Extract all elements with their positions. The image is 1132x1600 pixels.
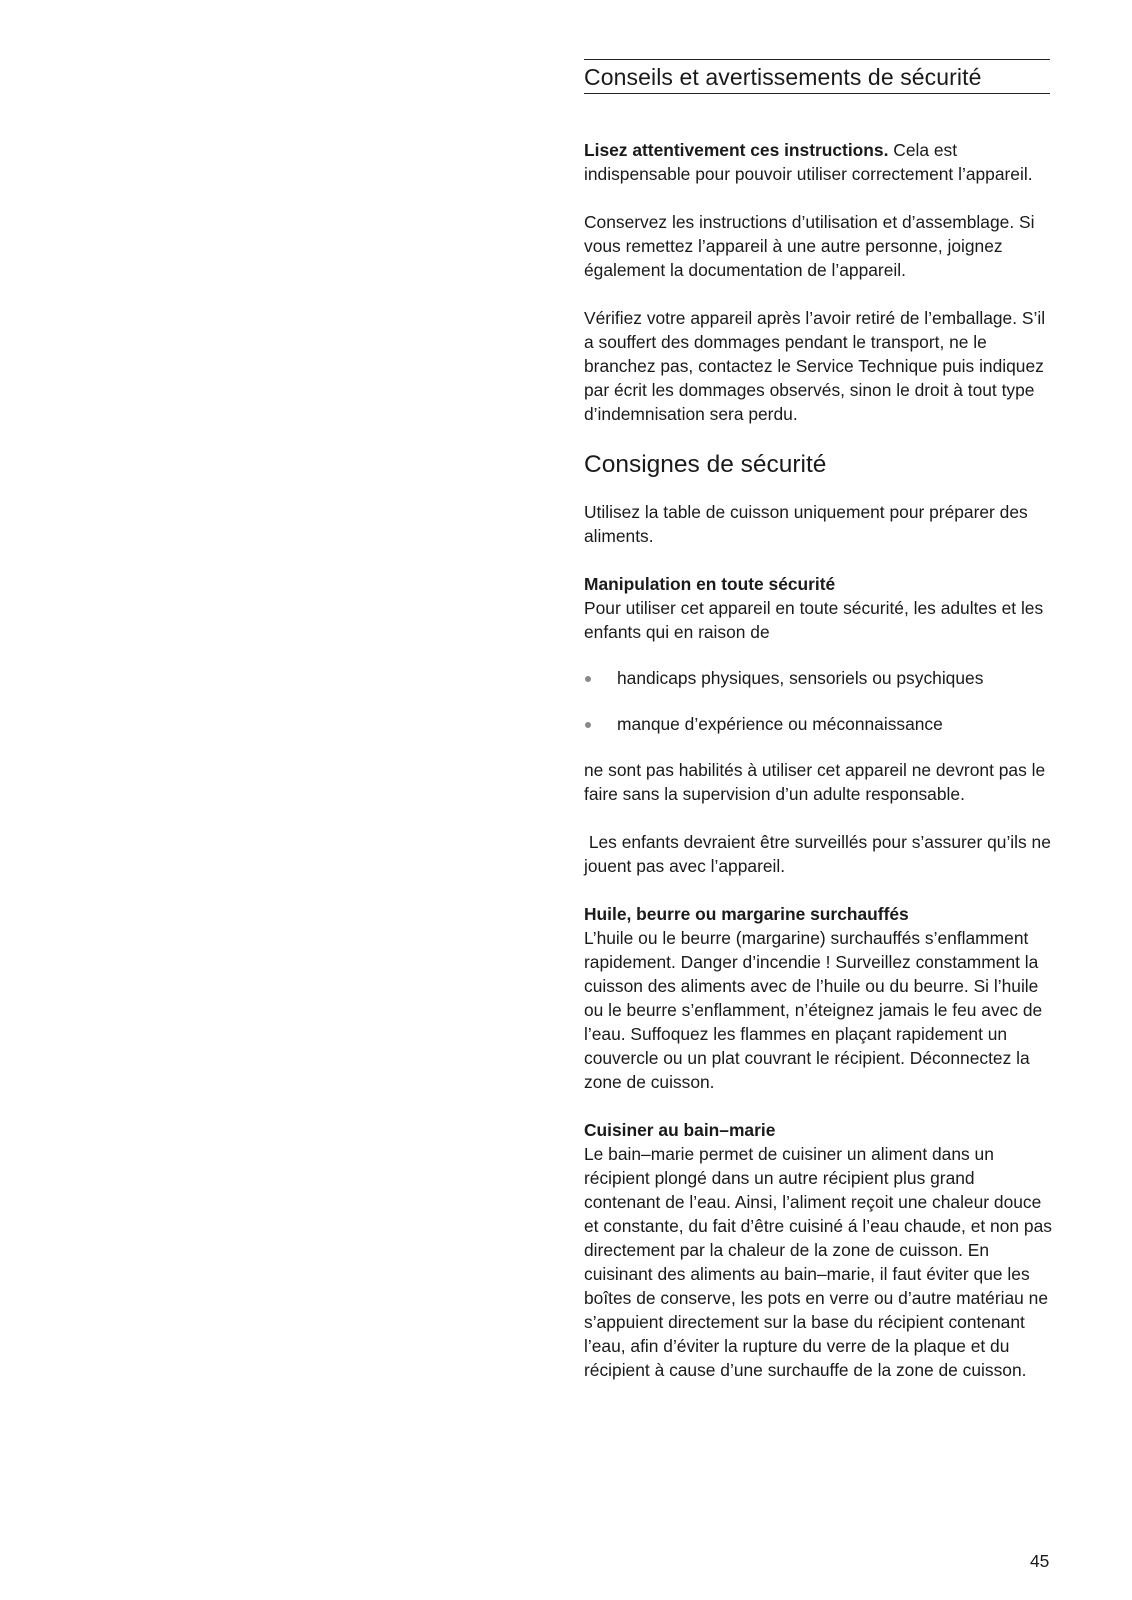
handling-heading: Manipulation en toute sécurité xyxy=(584,574,836,594)
intro-paragraph-check: Vérifiez votre appareil après l’avoir retiré de l’emballage. S’il a souffert des dommages pendant le transport, ne le branchez pas, contactez le Service Technique puis indiquez par écrit les dommages observés, sinon le droit à tout type d’indemnisation sera perdu. xyxy=(584,308,1046,424)
bainmarie-section xyxy=(584,1118,1054,1382)
text-column xyxy=(584,59,1054,1406)
list-item xyxy=(584,666,1054,690)
bullet-text: manque d’expérience ou méconnaissance xyxy=(617,714,943,734)
page-number: 45 xyxy=(1030,1551,1050,1571)
intro-paragraph-keep: Conservez les instructions d’utilisation et d’assemblage. Si vous remettez l’appareil à une autre personne, joignez également la documentation de l’appareil. xyxy=(584,212,1035,280)
oil-section xyxy=(584,902,1054,1094)
page-title: Conseils et avertissements de sécurité xyxy=(584,59,1050,94)
handling-after-text: ne sont pas habilités à utiliser cet appareil ne devront pas le faire sans la supervision d’un adulte responsable. xyxy=(584,760,1046,804)
usage-paragraph: Utilisez la table de cuisson uniquement pour préparer des aliments. xyxy=(584,502,1028,546)
handling-bullet-list xyxy=(584,666,1054,736)
children-paragraph: Les enfants devraient être surveillés pour s’assurer qu’ils ne jouent pas avec l’appareil. xyxy=(584,832,1056,876)
section-title-safety: Consignes de sécurité xyxy=(584,451,827,478)
handling-section xyxy=(584,572,1054,878)
bullet-text: handicaps physiques, sensoriels ou psychiques xyxy=(617,668,984,688)
intro-read-emphasis: Lisez attentivement ces instructions. xyxy=(584,140,889,160)
bainmarie-heading: Cuisiner au bain–marie xyxy=(584,1120,776,1140)
bullet-icon xyxy=(585,676,591,682)
bullet-icon xyxy=(585,722,591,728)
intro-paragraph-read xyxy=(584,138,1054,186)
list-item xyxy=(584,712,1054,736)
oil-text: L’huile ou le beurre (margarine) surchauffés s’enflamment rapidement. Danger d’incendie ! Surveillez constamment la cuisson des aliments avec de l’huile ou du beurre. Si l’huile ou le beurre s’enflamment, n’éteignez jamais le feu avec de l’eau. Suffoquez les flammes en plaçant rapidement un couvercle ou un plat couvrant le récipient. Déconnectez la zone de cuisson. xyxy=(584,928,1043,1092)
oil-heading: Huile, beurre ou margarine surchauffés xyxy=(584,904,909,924)
bainmarie-text: Le bain–marie permet de cuisiner un aliment dans un récipient plongé dans un autre récipient plus grand contenant de l’eau. Ainsi, l’aliment reçoit une chaleur douce et constante, du fait d’être cuisiné á l’eau chaude, et non pas directement par la chaleur de la zone de cuisson. En cuisinant des aliments au bain–marie, il faut éviter que les boîtes de conserve, les pots en verre ou d’autre matériau ne s’appuient directement sur la base du récipient contenant l’eau, afin d’éviter la rupture du verre de la plaque et du récipient à cause d’une surchauffe de la zone de cuisson. xyxy=(584,1144,1052,1380)
intro-section xyxy=(584,138,1054,426)
intro-read-text: Cela est indispensable pour pouvoir utiliser correctement l’appareil. xyxy=(584,140,1033,184)
handling-text: Pour utiliser cet appareil en toute sécurité, les adultes et les enfants qui en raison de xyxy=(584,598,1044,642)
